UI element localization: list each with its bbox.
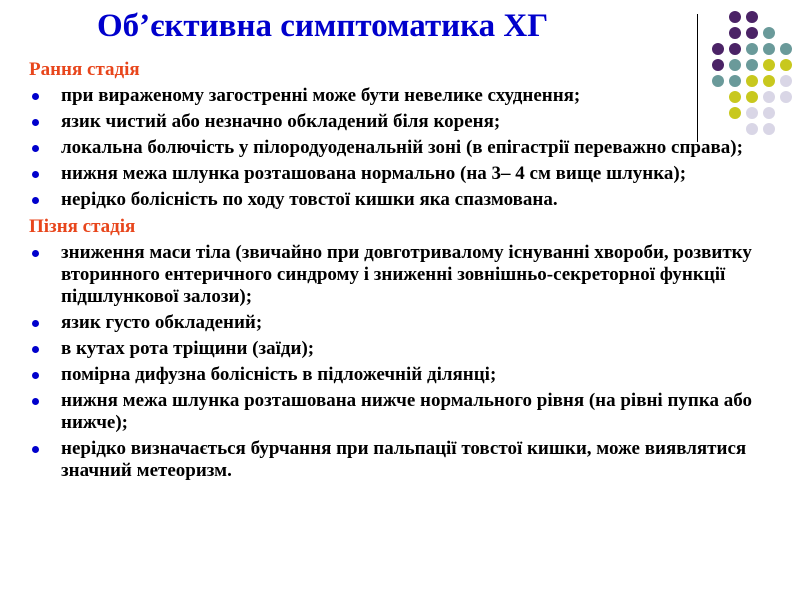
decorative-dot	[746, 43, 758, 55]
list-item-text: нерідко болісність по ходу товстої кишки яка спазмована.	[61, 189, 558, 210]
bullet-icon	[32, 250, 39, 257]
list-item	[29, 390, 769, 434]
list-item	[29, 163, 769, 185]
list-item	[29, 438, 769, 482]
list-item	[29, 137, 769, 159]
list-item-text: язик густо обкладений;	[61, 312, 263, 333]
list-item-text: нижня межа шлунка розташована нормально (на 3– 4 см вище шлунка);	[61, 163, 687, 184]
decorative-dot	[780, 59, 792, 71]
bullet-icon	[32, 398, 39, 405]
list-item	[29, 242, 769, 308]
decorative-dot	[729, 27, 741, 39]
bullet-icon	[32, 93, 39, 100]
list-item-text: нижня межа шлунка розташована нижче нормального рівня (на рівні пупка або нижче);	[61, 390, 753, 433]
list-item-text: язик чистий або незначно обкладений біля кореня;	[61, 111, 501, 132]
list-item-text: зниження маси тіла (звичайно при довготривалому існуванні хвороби, розвитку вторинного ентеричного синдрому і зниженні зовнішньо-секреторної функції підшлункової залози);	[61, 242, 752, 307]
section-heading-early: Рання стадія	[29, 59, 140, 80]
section-heading-late: Пізня стадія	[29, 216, 136, 237]
decorative-dot	[763, 43, 775, 55]
slide-body	[29, 58, 769, 486]
decorative-dot	[729, 11, 741, 23]
list-item-text: нерідко визначається бурчання при пальпації товстої кишки, може виявлятися значний метеоризм.	[61, 438, 747, 481]
list-item-text: при вираженому загостренні може бути невелике схуднення;	[61, 85, 581, 106]
bullet-icon	[32, 119, 39, 126]
early-stage-list	[29, 85, 769, 211]
list-item	[29, 111, 769, 133]
list-item	[29, 85, 769, 107]
decorative-dot	[729, 43, 741, 55]
bullet-icon	[32, 145, 39, 152]
bullet-icon	[32, 171, 39, 178]
decorative-dot	[763, 27, 775, 39]
list-item-text: локальна болючість у пілородуоденальній зоні (в епігастрії переважно справа);	[61, 137, 743, 158]
decorative-dot	[746, 11, 758, 23]
list-item	[29, 189, 769, 211]
list-item	[29, 364, 769, 386]
bullet-icon	[32, 446, 39, 453]
decorative-dot	[780, 43, 792, 55]
list-item-text: помірна дифузна болісність в підложечній ділянці;	[61, 364, 497, 385]
bullet-icon	[32, 197, 39, 204]
decorative-dot	[780, 91, 792, 103]
bullet-icon	[32, 372, 39, 379]
decorative-dot	[712, 43, 724, 55]
late-stage-list	[29, 242, 769, 482]
bullet-icon	[32, 320, 39, 327]
decorative-dot	[780, 75, 792, 87]
bullet-icon	[32, 346, 39, 353]
decorative-dot	[746, 27, 758, 39]
slide-title: Об’єктивна симптоматика ХГ	[97, 8, 549, 44]
list-item-text: в кутах рота тріщини (заїди);	[61, 338, 315, 359]
list-item	[29, 312, 769, 334]
list-item	[29, 338, 769, 360]
